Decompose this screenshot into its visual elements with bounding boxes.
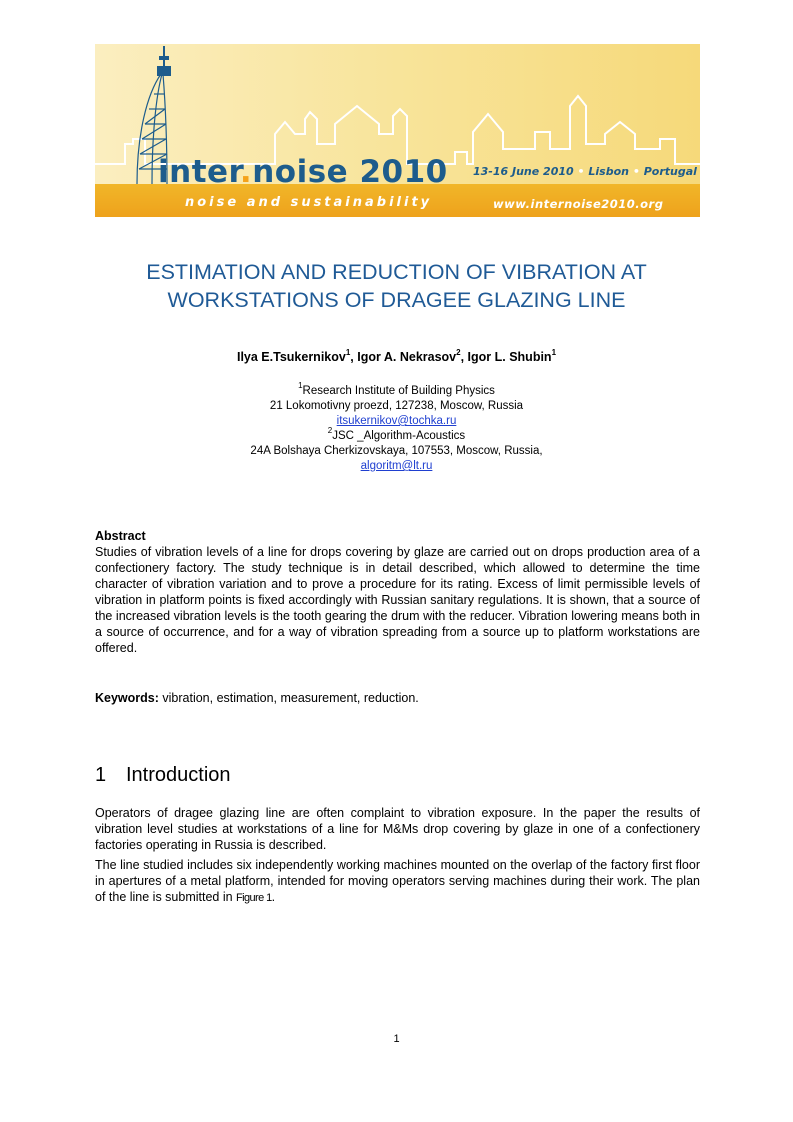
keywords-label: Keywords: [95,691,159,705]
section-number: 1 [95,764,107,786]
abstract-heading: Abstract [95,529,146,543]
email-link-2[interactable]: algoritm@lt.ru [360,460,433,472]
email-link-1[interactable]: itsukernikov@tochka.ru [336,415,457,427]
title-line-1: ESTIMATION AND REDUCTION OF VIBRATION AT [146,260,647,284]
tower-top [157,66,171,76]
page-number: 1 [393,1033,400,1045]
banner-artwork [95,44,700,217]
conference-banner [95,44,700,217]
banner-subtitle: noise and sustainability [185,195,433,210]
affiliations [0,381,793,474]
figure-reference[interactable]: Figure 1 [236,892,272,904]
keywords [95,690,700,706]
section-heading [95,764,231,787]
author-list: Ilya E.Tsukernikov$^1$, Igor A. Nekrasov$^2$, Igor L. Shubin$^1$ [236,347,557,364]
abstract-text: Studies of vibration levels of a line for drops covering by glaze are carried out on drops production area of a confectionery factory. The study technique is in detail described, which allowed to determine the time character of vibration variation and to prove a procedure for its rating. Excess of limit permissible levels of vibration in platform points is fixed accordingly with Russian sanitary regulations. It is shown, that a source of the increased vibration levels is the tooth gearing the drum with the reducer. Vibration lowering means both in a source of occurrence, and for a way of vibration spreading from a source up to platform workstations are offered. [95,545,700,655]
keywords-text: vibration, estimation, measurement, reduction. [158,691,419,705]
section-title: Introduction [126,764,231,786]
author-name: Ilya E.Tsukernikov [236,350,346,364]
affiliation-2-name: $^2$JSC _Algorithm-Acoustics [327,426,466,442]
affiliation-1-name: $^1$Research Institute of Building Physics [298,381,495,397]
affiliation-1-address: 21 Lokomotivny proezd, 127238, Moscow, Russia [269,400,524,412]
affiliation-2-address: 24A Bolshaya Cherkizovskaya, 107553, Moscow, Russia, [250,445,543,457]
title-line-2: WORKSTATIONS OF DRAGEE GLAZING LINE [167,288,626,312]
intro-paragraph-1: Operators of dragee glazing line are often complaint to vibration exposure. In the paper the results of vibration level studies at workstations of a line for M&Ms drop covering by glaze in one of a confectionery factories operating in Russia is described. [95,806,700,852]
author-name: Igor L. Shubin [467,350,552,364]
banner-date-location: 13-16 June 2010 • Lisbon • Portugal [473,165,697,178]
intro-paragraph-2: The line studied includes six independently working machines mounted on the overlap of the factory first floor in apertures of a metal platform, intended for moving operators serving machines during their work. The plan of the line is submitted in Figure 1. [95,858,700,904]
banner-title: inter.noise 2010 [158,154,448,190]
paper-title [80,258,713,314]
banner-url: www.internoise2010.org [493,197,664,211]
author-name: Igor A. Nekrasov [357,350,457,364]
